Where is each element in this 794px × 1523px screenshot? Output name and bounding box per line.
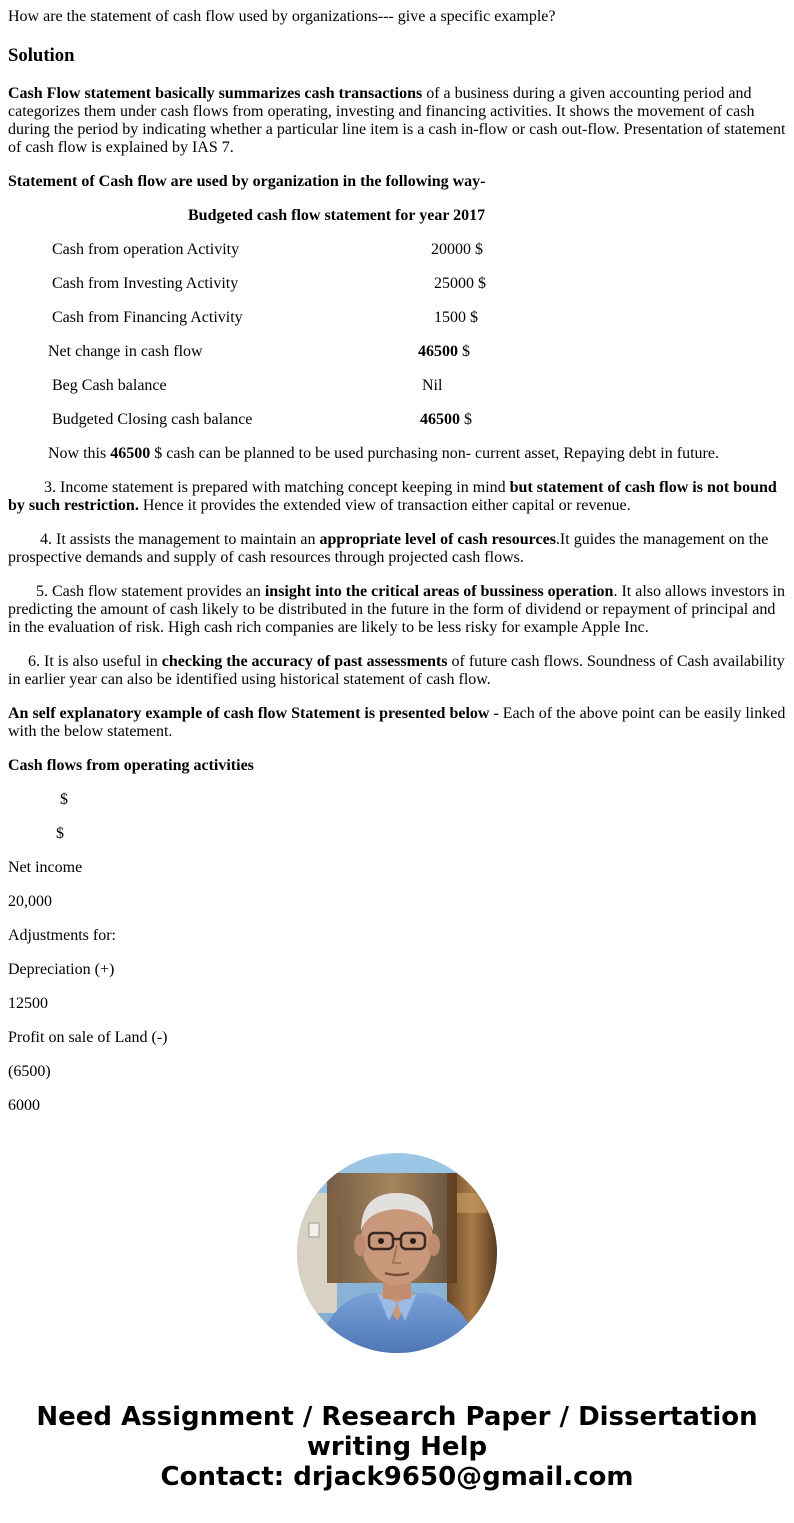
budget-row-label: Cash from operation Activity (52, 241, 240, 258)
budget-row-amount: 25000 $ (434, 275, 486, 292)
budget-row-label: Budgeted Closing cash balance (52, 411, 253, 428)
budget-row-amount: 46500 $ (420, 411, 472, 428)
intro-paragraph (8, 85, 786, 157)
budget-row-amount: Nil (422, 377, 443, 394)
point-paragraph: 3. Income statement is prepared with matching concept keeping in mind but statement of cash flow is not bound by such restriction. Hence it provides the extended view of transaction either capital or revenue. (8, 479, 777, 514)
budget-row-amount: 46500 $ (418, 343, 470, 360)
point-paragraph: 4. It assists the management to maintain an appropriate level of cash resources.It guides the management on the prospective demands and supply of cash resources through projected cash flows. (8, 531, 769, 566)
budget-row-label: Cash from Investing Activity (52, 275, 239, 292)
intro-bold: Cash Flow statement basically summarizes cash transactions (8, 85, 423, 102)
author-avatar (297, 1153, 497, 1353)
usage-heading: Statement of Cash flow are used by organization in the following way- (8, 173, 486, 190)
budget-title: Budgeted cash flow statement for year 2017 (188, 207, 486, 224)
budget-row-label: Beg Cash balance (52, 377, 167, 394)
line-item: Adjustments for: (8, 927, 116, 944)
line-item: Profit on sale of Land (-) (8, 1029, 168, 1046)
intro-text: of a business during a given accounting period and categorizes them under cash flows from operating, investing and financing activities. It shows the movement of cash during the period by indicating whether a particular line item is a cash in-flow or cash out-flow. Presentation of statement of cash flow is explained by IAS 7. (8, 85, 786, 156)
point-paragraph: 6. It is also useful in checking the accuracy of past assessments of future cash flows. Soundness of Cash availability in earlier year can also be identified using historical statement of cash flow. (8, 653, 785, 688)
example-paragraph: An self explanatory example of cash flow Statement is presented below - Each of the above point can be easily linked with the below statement. (8, 705, 786, 740)
currency-symbol: $ (60, 791, 68, 808)
footer-banner (0, 1402, 794, 1492)
solution-heading: Solution (8, 45, 75, 66)
currency-symbol: $ (56, 825, 64, 842)
line-item: Net income (8, 859, 83, 876)
budget-row-label: Cash from Financing Activity (52, 309, 243, 326)
line-value: 12500 (8, 995, 48, 1012)
budget-row-amount: 20000 $ (431, 241, 483, 258)
question-text: How are the statement of cash flow used by organizations--- give a specific example? (8, 8, 556, 25)
line-value: (6500) (8, 1063, 51, 1080)
point-paragraph: 5. Cash flow statement provides an insight into the critical areas of bussiness operation. It also allows investors in predicting the amount of cash likely to be distributed in the future in the form of dividend or repayment of principal and in the evaluation of risk. High cash rich companies are likely to be less risky for example Apple Inc. (8, 583, 785, 636)
footer-contact: Contact: drjack9650@gmail.com (160, 1462, 634, 1492)
line-value: 20,000 (8, 893, 52, 910)
footer-line: Need Assignment / Research Paper / Dissertation (36, 1402, 758, 1432)
footer-line: writing Help (306, 1432, 488, 1462)
budget-note: Now this 46500 $ cash can be planned to be used purchasing non- current asset, Repaying debt in future. (48, 445, 719, 462)
line-item: Depreciation (+) (8, 961, 115, 978)
budget-row-label: Net change in cash flow (48, 343, 203, 360)
operating-heading: Cash flows from operating activities (8, 757, 254, 774)
line-value: 6000 (8, 1097, 40, 1114)
author-portrait-icon (297, 1153, 497, 1353)
budget-row-amount: 1500 $ (434, 309, 478, 326)
